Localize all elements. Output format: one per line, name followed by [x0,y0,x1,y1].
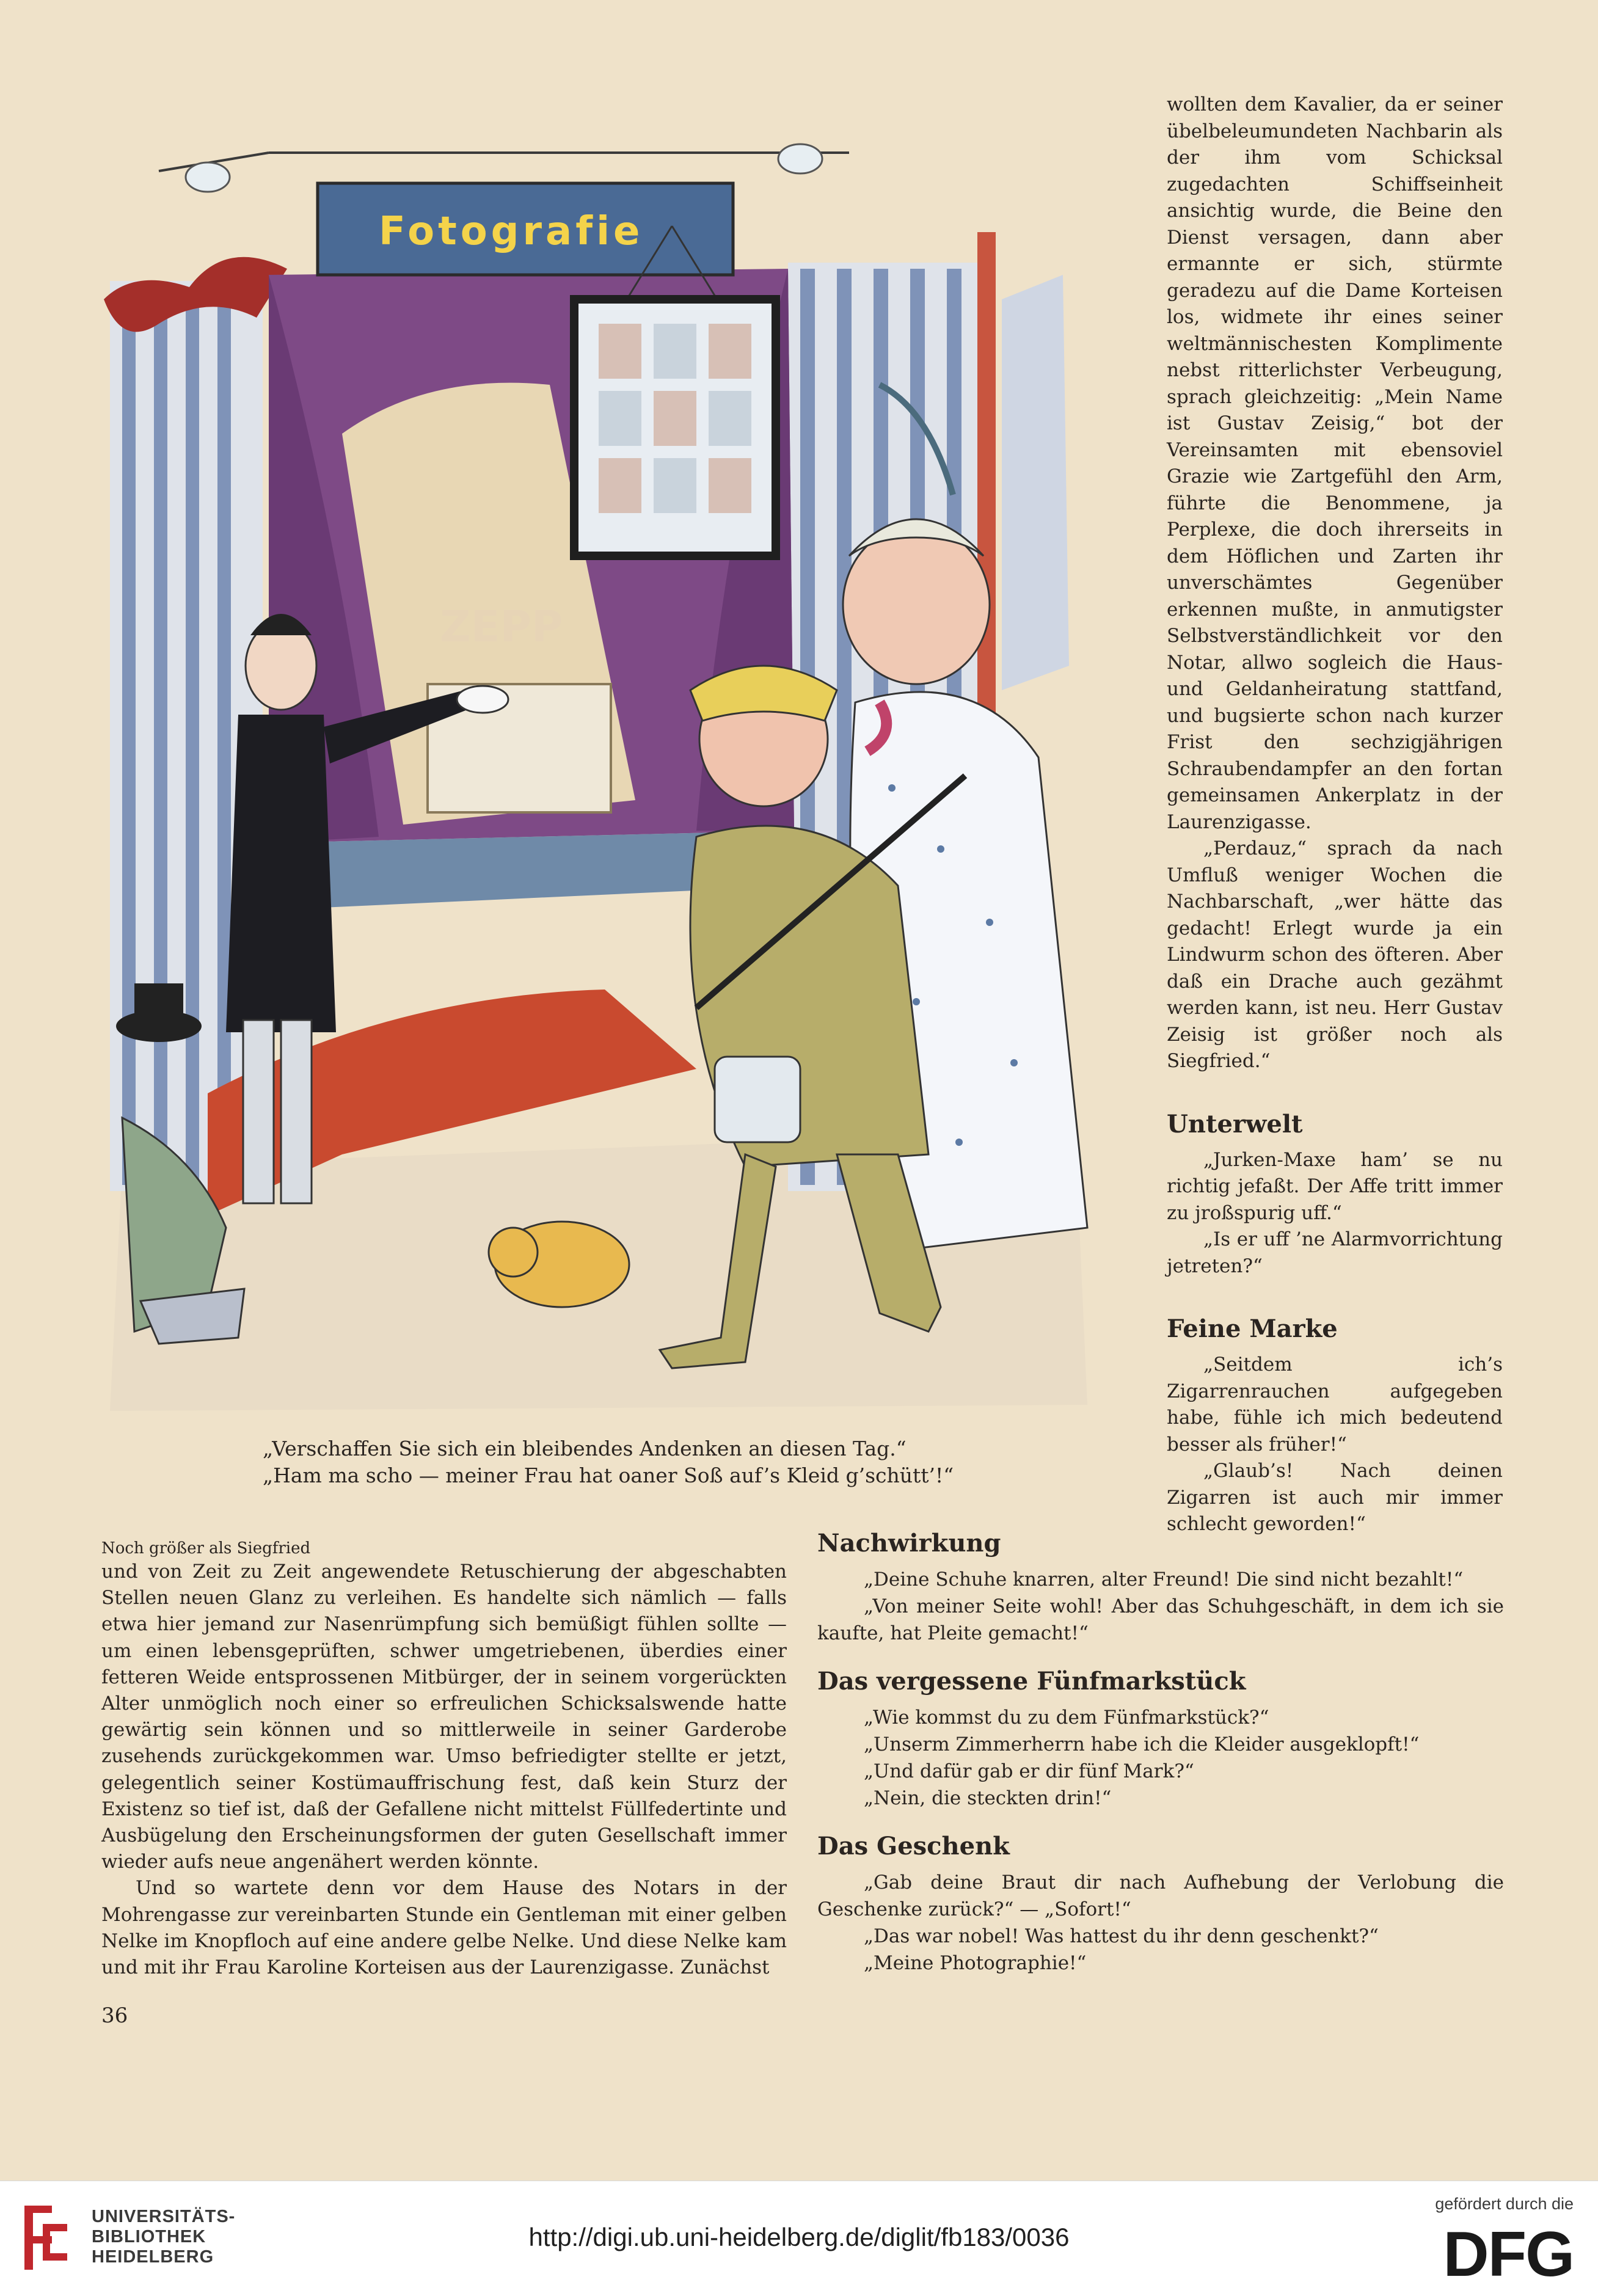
fotografie-sign [159,144,849,275]
fotografie-sign-text: Fotografie [379,209,644,254]
dfg-logo[interactable]: DFG [1443,2219,1574,2290]
story-paragraph: Und so wartete denn vor dem Hause des Notars in der Mohrengasse zur vereinbarten Stunde ein Gentleman mit einer gelben Nelke im Knopfloch auf eine andere gelbe Nelke. Und diese Nelke kam und mit ihr Frau Karoline Korteisen aus der Laurenzigasse. Zunächst [101,1877,787,1979]
story-running-head: Noch größer als Siegfried [101,1539,311,1558]
joke-line: „Deine Schuhe knarren, alter Freund! Die sind nicht bezahlt!“ [864,1569,1464,1591]
cartoon-drawing [86,116,1112,1417]
joke-line: „Jurken-Maxe ham’ se nu richtig jefaßt. Der Affe tritt immer zu jroßspurig uff.“ [1167,1148,1503,1224]
joke-title-feine-marke: Feine Marke [1167,1314,1338,1343]
story-ending-paragraph: „Perdauz,“ sprach da nach Umfluß weniger Wochen die Nachbarschaft, „wer hätte das gedacht! Erlegt wurde ja ein Lindwurm schon des öfteren. Aber daß ein Drache auch gezähmt werden kann, ist neu. Herr Gustav Zeisig ist größer noch als Siegfried.“ [1167,837,1503,1072]
joke-line: „Unserm Zimmerherrn habe ich die Kleider ausgeklopft!“ [864,1733,1420,1755]
cartoon-illustration [86,116,1112,1417]
illustration-caption [263,1435,1032,1489]
caption-line-1: „Verschaffen Sie sich ein bleibendes Andenken an diesen Tag.“ [263,1437,907,1460]
background-sign-text: ZEPP [440,602,563,652]
source-url-link[interactable]: http://digi.ub.uni-heidelberg.de/diglit/fb183/0036 [528,2223,1070,2251]
joke-line: „Glaub’s! Nach deinen Zigarren ist auch mir immer schlecht geworden!“ [1167,1460,1503,1535]
joke-line: „Das war nobel! Was hattest du ihr denn geschenkt?“ [864,1925,1379,1947]
joke-line: „Und dafür gab er dir fünf Mark?“ [864,1760,1194,1782]
joke-title-unterwelt: Unterwelt [1167,1109,1303,1139]
joke-line: „Meine Photographie!“ [864,1952,1087,1974]
page-number: 36 [101,2003,128,2028]
joke-nachwirkung [817,1527,1504,1647]
jokes-column [817,1527,1504,1995]
library-name-line: HEIDELBERG [92,2247,214,2267]
library-name-line: BIBLIOTHEK [92,2227,206,2247]
joke-line: „Is er uff ’ne Alarmvorrichtung jetreten?“ [1167,1228,1503,1277]
digitization-footer [0,2181,1598,2296]
funder-text: gefördert durch die [1435,2195,1574,2213]
joke-line: „Seitdem ich’s Zigarrenrauchen aufgegeben habe, fühle ich mich bedeutend besser als früher!“ [1167,1354,1503,1456]
joke-line: „Wie kommst du zu dem Fünfmarkstück?“ [864,1707,1269,1729]
joke-line: „Von meiner Seite wohl! Aber das Schuhgeschäft, in dem ich sie kaufte, hat Pleite gemacht!“ [817,1595,1504,1644]
right-text-column [1167,92,1503,1538]
caption-line-2: „Ham ma scho — meiner Frau hat oaner Soß auf’s Kleid g’schütt’!“ [263,1463,954,1487]
joke-geschenk [817,1830,1504,1977]
joke-line: „Nein, die steckten drin!“ [864,1787,1112,1809]
joke-fuenfmarkstueck [817,1665,1504,1812]
library-name-line: UNIVERSITÄTS- [92,2207,236,2226]
story-paragraph: und von Zeit zu Zeit angewendete Retuschierung der abgeschabten Stellen neuen Glanz zu verleihen. Es handelte sich nämlich — falls etwa hier jemand zur Nasenrümpfung sich bemüßigt fühlen sollte — um einen lebensgeprüften, schwer umgetriebenen, überdies einer fetteren Weide entsprossenen Mitbürger, der in seinem vorgerückten Alter unmöglich noch einer so erfreulichen Schicksalswende hatte gewärtig sein können und so mittlerweile in seiner Garderobe zusehends zurückgekommen war. Umso befriedigter stellte er jetzt, gelegentlich seiner Kostümauffrischung fest, daß kein Sturz der Existenz so tief ist, daß der Gefallene nicht mittelst Füllfedertinte und Ausbügelung den Erscheinungsformen der guten Gesellschaft immer wieder aufs neue angenähert werden könnte. [101,1561,787,1873]
story-continuation-paragraph: wollten dem Kavalier, da er seiner übelbeleumundeten Nachbarin als der ihm vom Schicksal zugedachten Schiffseinheit ansichtig wurde, die Beine den Dienst versagen, dann aber ermannte er sich, stürmte geradezu auf die Dame Korteisen los, widmete ihr eines seiner weltmännischesten Komplimente nebst ritterlichster Verbeugung, sprach gleichzeitig: „Mein Name ist Gustav Zeisig,“ bot der Vereinsamten mit ebensoviel Grazie wie Zartgefühl den Arm, führte die Benommene, ja Perplexe, die doch ihrerseits in dem Höflichen und Zarten ihr unverschämtes Gegenüber erkennen mußte, in anmutigster Selbstverständlichkeit vor den Notar, allwo sogleich die Haus- und Geldanheiratung stattfand, und bugsierte schon nach kurzer Frist den sechzigjährigen Schraubendampfer an den fortan gemeinsamen Ankerplatz in der Laurenzigasse. [1167,93,1503,833]
joke-title: Das vergessene Fünfmarkstück [817,1667,1246,1696]
story-column [101,1539,787,1981]
joke-title: Nachwirkung [817,1529,1001,1558]
joke-title: Das Geschenk [817,1832,1010,1860]
joke-line: „Gab deine Braut dir nach Aufhebung der Verlobung die Geschenke zurück?“ — „Sofort!“ [817,1871,1504,1920]
